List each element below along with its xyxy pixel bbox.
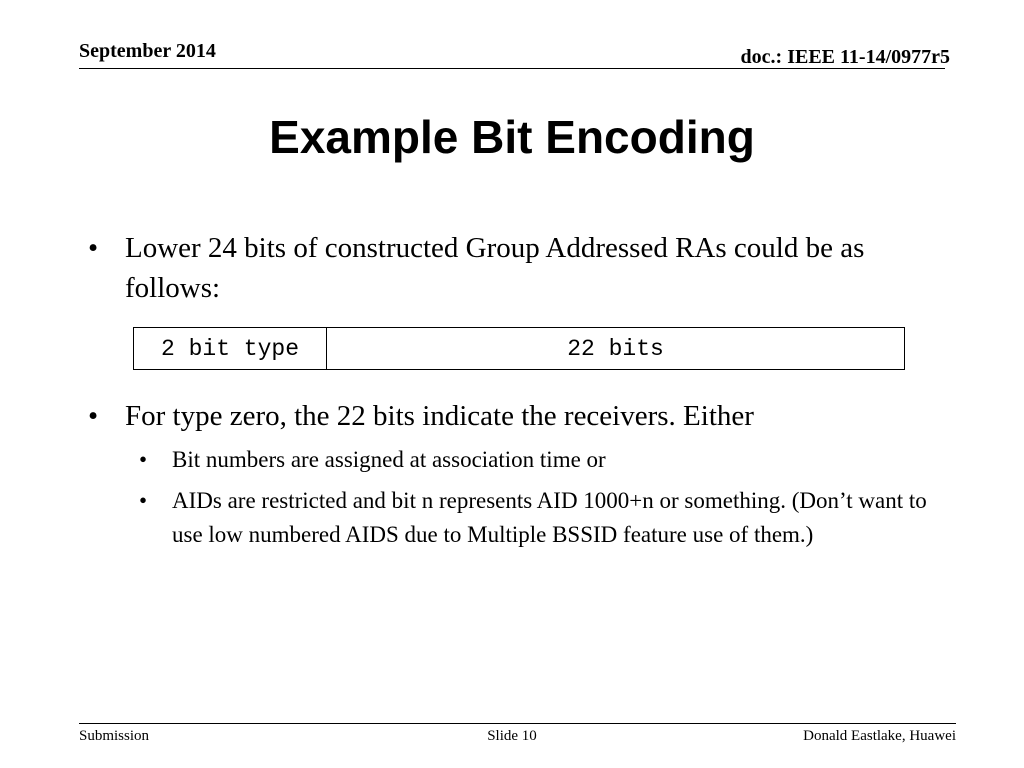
sub-bullet-marker: • (139, 488, 148, 513)
bit-type-cell: 2 bit type (134, 328, 327, 369)
bullet-text: For type zero, the 22 bits indicate the receivers. Either (125, 400, 754, 432)
header-date: September 2014 (79, 40, 216, 62)
bullet-marker: • (88, 400, 99, 432)
slide-title: Example Bit Encoding (269, 111, 755, 163)
sub-bullet-text: Bit numbers are assigned at association time or (172, 447, 606, 472)
header-divider (79, 68, 945, 69)
sub-bullet-marker: • (139, 447, 148, 472)
bits-cell: 22 bits (567, 335, 664, 362)
footer-author: Donald Eastlake, Huawei (803, 728, 956, 744)
footer-slide-number: Slide 10 (487, 728, 537, 744)
footer-submission: Submission (79, 728, 150, 744)
header-doc-id: doc.: IEEE 11-14/0977r5 (740, 46, 950, 68)
bit-layout-table (133, 327, 905, 370)
footer-divider (79, 723, 956, 724)
bullet-marker: • (88, 232, 99, 264)
sub-bullet-text: AIDs are restricted and bit n represents AID 1000+n or something. (Don’t want to use low numbered AIDS due to Multiple BSSID feature use of them.) (172, 488, 927, 547)
bullet-text: Lower 24 bits of constructed Group Addressed RAs could be as follows: (125, 232, 865, 304)
